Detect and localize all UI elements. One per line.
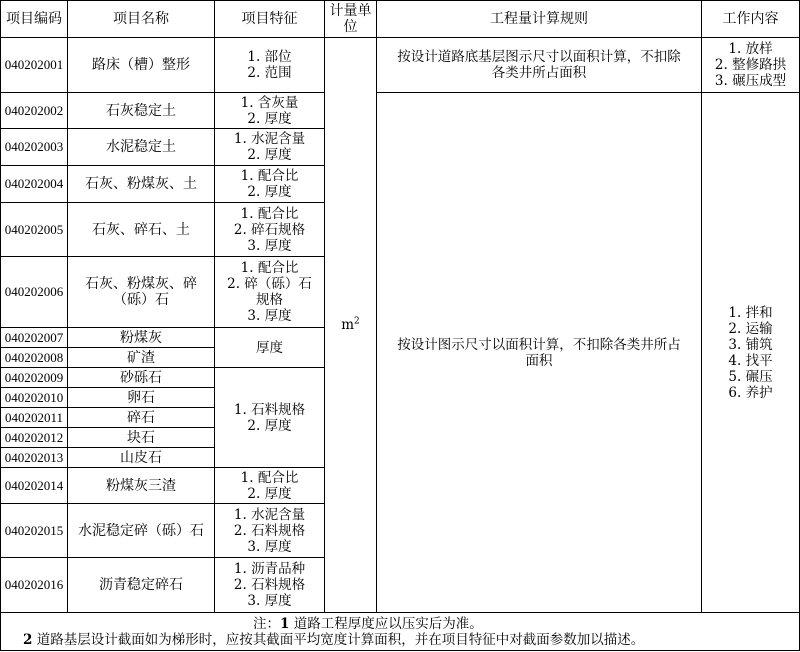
feature-line: 2. 厚度 xyxy=(247,147,292,163)
feature-line: 3. 厚度 xyxy=(247,538,292,555)
header-name: 项目名称 xyxy=(68,1,215,38)
item-name: 块石 xyxy=(68,428,215,448)
item-name: 山皮石 xyxy=(68,448,215,468)
item-code: 040202003 xyxy=(1,129,68,166)
note-1-text: 道路工程厚度应以压实后为准。 xyxy=(289,615,483,632)
item-features xyxy=(215,558,325,613)
feature-line: 1. 配合比 xyxy=(240,469,299,486)
item-code: 040202012 xyxy=(1,428,68,448)
item-name-line: 石灰、粉煤灰、碎 xyxy=(85,276,197,292)
rule-line: 面积 xyxy=(525,352,553,369)
item-name: 砂砾石 xyxy=(68,368,215,388)
note-2 xyxy=(3,632,797,648)
feature-line: 1. 部位 xyxy=(247,49,292,65)
unit-base: m xyxy=(341,317,355,333)
feature-line: 规格 xyxy=(256,292,283,308)
work-first xyxy=(702,38,800,93)
item-code: 040202008 xyxy=(1,348,68,368)
header-unit-line1: 计量单 xyxy=(329,3,372,19)
header-unit xyxy=(325,1,377,38)
item-name xyxy=(68,257,215,328)
item-code: 040202004 xyxy=(1,166,68,203)
item-code: 040202016 xyxy=(1,558,68,613)
item-code: 040202010 xyxy=(1,388,68,408)
rule-rest xyxy=(377,93,702,613)
item-name: 水泥稳定土 xyxy=(68,129,215,166)
note-1-prefix: 注： xyxy=(253,615,280,632)
item-code: 040202013 xyxy=(1,448,68,468)
item-name: 粉煤灰 xyxy=(68,328,215,348)
item-features xyxy=(215,93,325,129)
item-features xyxy=(215,468,325,504)
feature-line: 1. 石料规格 xyxy=(233,401,306,418)
notes-cell xyxy=(1,613,800,651)
feature-line: 3. 厚度 xyxy=(247,237,292,254)
item-code: 040202015 xyxy=(1,504,68,558)
header-unit-line2: 位 xyxy=(343,19,358,35)
item-features xyxy=(215,504,325,558)
rule-line: 各类井所占面积 xyxy=(491,65,587,81)
work-line: 1. 拌和 xyxy=(728,304,773,321)
work-rest xyxy=(702,93,800,613)
feature-line: 2. 范围 xyxy=(247,65,292,81)
item-code: 040202001 xyxy=(1,38,68,93)
note-2-number: 2 xyxy=(23,631,33,648)
header-feature: 项目特征 xyxy=(215,1,325,38)
item-features xyxy=(215,257,325,328)
note-1 xyxy=(3,616,797,632)
feature-line: 1. 含灰量 xyxy=(240,94,299,111)
feature-line: 3. 厚度 xyxy=(247,593,292,609)
item-code: 040202014 xyxy=(1,468,68,504)
item-features xyxy=(215,203,325,257)
item-code: 040202002 xyxy=(1,93,68,129)
work-line: 3. 铺筑 xyxy=(728,336,773,353)
feature-line: 2. 厚度 xyxy=(247,184,292,200)
unit-exponent: 2 xyxy=(354,316,360,327)
work-line: 4. 找平 xyxy=(728,352,773,369)
item-features-merged xyxy=(215,368,325,468)
work-line: 2. 整修路拱 xyxy=(714,57,787,73)
item-name: 路床（槽）整形 xyxy=(68,38,215,93)
item-features xyxy=(215,129,325,166)
work-line: 3. 碾压成型 xyxy=(714,73,787,89)
feature-line: 2. 石料规格 xyxy=(233,577,306,593)
work-line: 5. 碾压 xyxy=(728,368,773,385)
item-name: 卵石 xyxy=(68,388,215,408)
item-name-line: （砾）石 xyxy=(113,292,169,308)
feature-line: 2. 厚度 xyxy=(247,110,292,127)
item-name: 粉煤灰三渣 xyxy=(68,468,215,504)
header-rule: 工程量计算规则 xyxy=(377,1,702,38)
feature-line: 1. 水泥含量 xyxy=(233,506,306,523)
feature-line: 1. 配合比 xyxy=(240,205,299,222)
table-row xyxy=(1,93,800,129)
item-features xyxy=(215,166,325,203)
feature-line: 2. 厚度 xyxy=(247,485,292,502)
item-features-merged: 厚度 xyxy=(215,328,325,368)
feature-line: 1. 沥青品种 xyxy=(233,561,306,577)
item-code: 040202009 xyxy=(1,368,68,388)
note-2-text: 道路基层设计截面如为梯形时，应按其截面平均宽度计算面积，并在项目特征中对截面参数加以描述。 xyxy=(32,631,645,648)
work-line: 1. 放样 xyxy=(728,41,773,57)
rule-first xyxy=(377,38,702,93)
item-code: 040202011 xyxy=(1,408,68,428)
item-name: 水泥稳定碎（砾）石 xyxy=(68,504,215,558)
feature-line: 3. 厚度 xyxy=(247,308,292,324)
item-name: 碎石 xyxy=(68,408,215,428)
note-1-number: 1 xyxy=(280,615,290,632)
item-name: 石灰稳定土 xyxy=(68,93,215,129)
feature-line: 2. 石料规格 xyxy=(233,522,306,539)
item-code: 040202005 xyxy=(1,203,68,257)
notes-row xyxy=(1,613,800,651)
feature-line: 1. 配合比 xyxy=(240,260,299,276)
feature-line: 1. 配合比 xyxy=(240,168,299,184)
header-work: 工作内容 xyxy=(702,1,800,38)
unit-cell xyxy=(325,38,377,613)
table-row xyxy=(1,38,800,93)
item-name: 石灰、碎石、土 xyxy=(68,203,215,257)
feature-line: 1. 水泥含量 xyxy=(233,131,306,147)
item-name: 石灰、粉煤灰、土 xyxy=(68,166,215,203)
header-row xyxy=(1,1,800,38)
work-line: 6. 养护 xyxy=(728,384,773,401)
feature-line: 2. 碎石规格 xyxy=(233,221,306,238)
item-features xyxy=(215,38,325,93)
item-name: 沥青稳定碎石 xyxy=(68,558,215,613)
item-name: 矿渣 xyxy=(68,348,215,368)
item-code: 040202007 xyxy=(1,328,68,348)
item-code: 040202006 xyxy=(1,257,68,328)
rule-line: 按设计图示尺寸以面积计算，不扣除各类井所占 xyxy=(397,336,681,353)
header-code: 项目编码 xyxy=(1,1,68,38)
feature-line: 2. 碎（砾）石 xyxy=(227,276,312,292)
rule-line: 按设计道路底基层图示尺寸以面积计算，不扣除 xyxy=(397,49,681,65)
feature-line: 2. 厚度 xyxy=(247,417,292,434)
work-line: 2. 运输 xyxy=(728,320,773,337)
